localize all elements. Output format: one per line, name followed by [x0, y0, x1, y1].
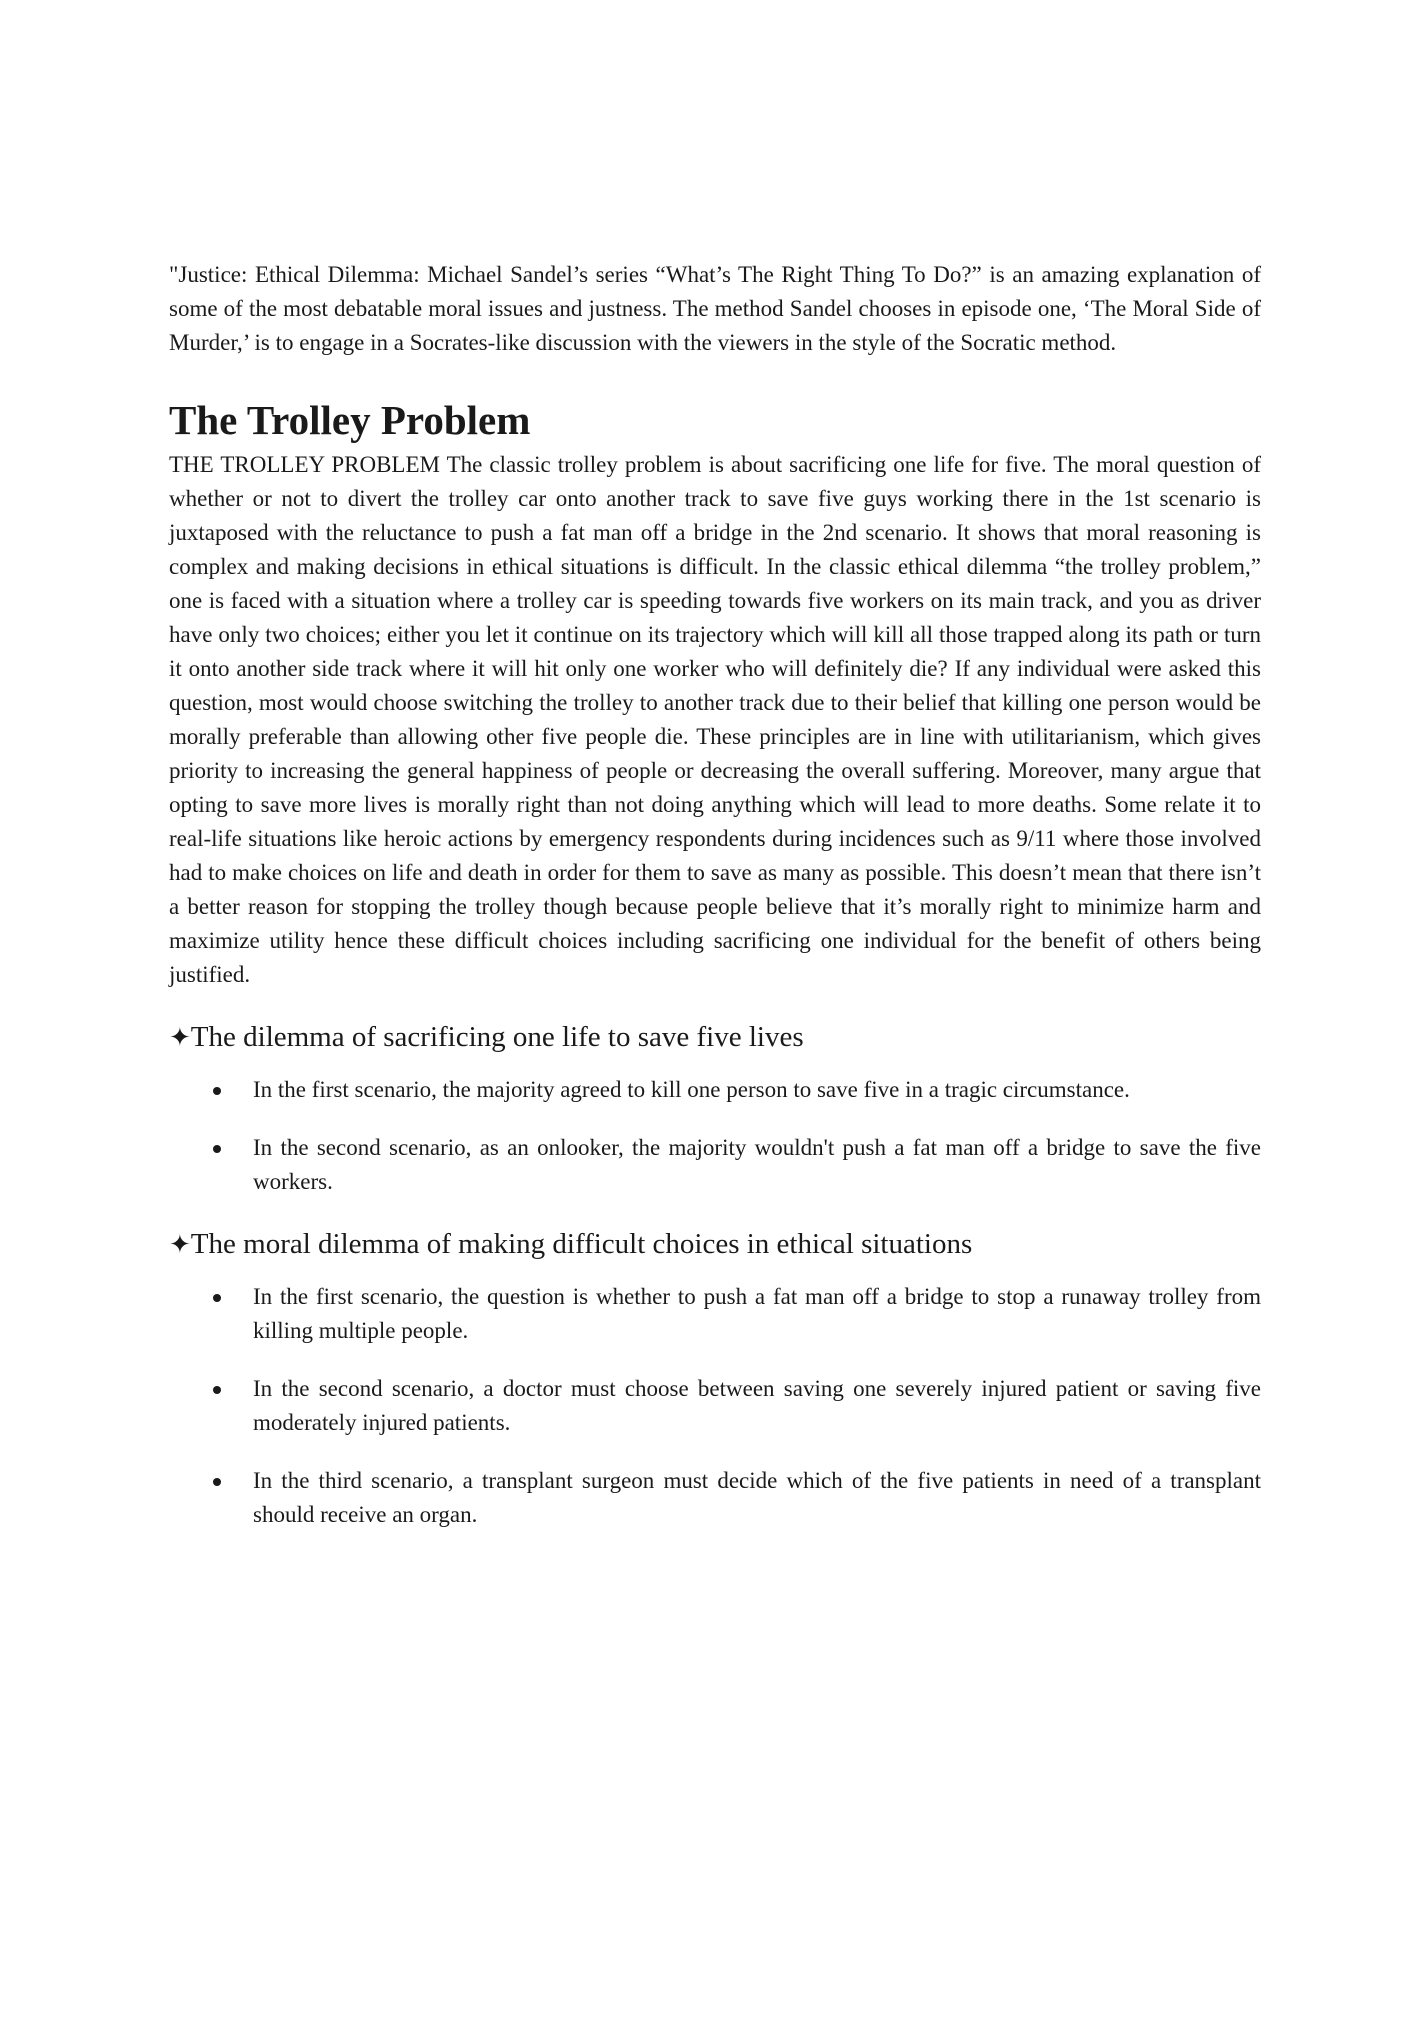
bullet-list-1 — [169, 1073, 1261, 1199]
subsection-heading-2 — [169, 1223, 1261, 1266]
bullet-icon — [213, 1386, 221, 1394]
subsection-heading-text: The dilemma of sacrificing one life to save five lives — [190, 1021, 804, 1053]
list-item-text: In the first scenario, the majority agreed to kill one person to save five in a tragic circumstance. — [253, 1077, 1130, 1102]
bullet-icon — [213, 1087, 221, 1095]
star-icon: ✦ — [169, 1230, 191, 1260]
bullet-icon — [213, 1145, 221, 1153]
list-item — [169, 1131, 1261, 1199]
list-item — [169, 1372, 1261, 1440]
list-item-text: In the first scenario, the question is whether to push a fat man off a bridge to stop a runaway trolley from killing multiple people. — [253, 1284, 1261, 1343]
list-item — [169, 1280, 1261, 1348]
star-icon: ✦ — [169, 1023, 191, 1053]
list-item-text: In the second scenario, a doctor must choose between saving one severely injured patient or saving five moderately injured patients. — [253, 1376, 1261, 1435]
section-paragraph: THE TROLLEY PROBLEM The classic trolley problem is about sacrificing one life for five. The moral question of whether or not to divert the trolley car onto another track to save five guys working there in the 1st scenario is juxtaposed with the reluctance to push a fat man off a bridge in the 2nd scenario. It shows that moral reasoning is complex and making decisions in ethical situations is difficult. In the classic ethical dilemma “the trolley problem,” one is faced with a situation where a trolley car is speeding towards five workers on its main track, and you as driver have only two choices; either you let it continue on its trajectory which will kill all those trapped along its path or turn it onto another side track where it will hit only one worker who will definitely die? If any individual were asked this question, most would choose switching the trolley to another track due to their belief that killing one person would be morally preferable than allowing other five people die. These principles are in line with utilitarianism, which gives priority to increasing the general happiness of people or decreasing the overall suffering. Moreover, many argue that opting to save more lives is morally right than not doing anything which will lead to more deaths. Some relate it to real-life situations like heroic actions by emergency respondents during incidences such as 9/11 where those involved had to make choices on life and death in order for them to save as many as possible. This doesn’t mean that there isn’t a better reason for stopping the trolley though because people believe that it’s morally right to minimize harm and maximize utility hence these difficult choices including sacrificing one individual for the benefit of others being justified. — [169, 452, 1261, 987]
bullet-icon — [213, 1294, 221, 1302]
subsection-heading-text: The moral dilemma of making difficult choices in ethical situations — [190, 1228, 973, 1260]
bullet-list-2 — [169, 1280, 1261, 1532]
list-item-text: In the second scenario, as an onlooker, the majority wouldn't push a fat man off a bridge to save the five workers. — [253, 1135, 1261, 1194]
list-item-text: In the third scenario, a transplant surgeon must decide which of the five patients in need of a transplant should receive an organ. — [253, 1468, 1261, 1527]
document-page — [169, 258, 1261, 1532]
intro-paragraph: "Justice: Ethical Dilemma: Michael Sandel’s series “What’s The Right Thing To Do?” is an amazing explanation of some of the most debatable moral issues and justness. The method Sandel chooses in episode one, ‘The Moral Side of Murder,’ is to engage in a Socrates-like discussion with the viewers in the style of the Socratic method. — [169, 262, 1261, 355]
list-item — [169, 1073, 1261, 1107]
section-title: The Trolley Problem — [169, 397, 531, 443]
bullet-icon — [213, 1478, 221, 1486]
subsection-heading-1 — [169, 1016, 1261, 1059]
list-item — [169, 1464, 1261, 1532]
